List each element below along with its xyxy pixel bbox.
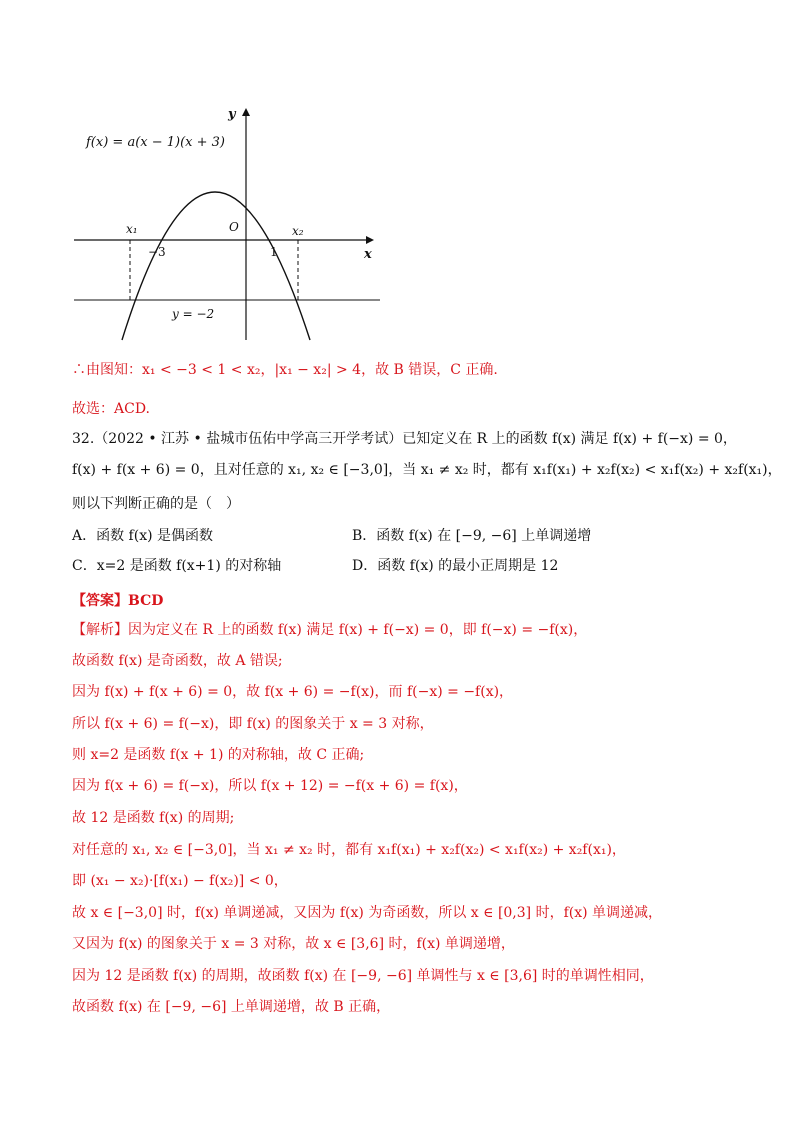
one-label: 1 (270, 245, 278, 259)
solution-line-11: 又因为 f(x) 的图象关于 x = 3 对称，故 x ∈ [3,6] 时，f(x) 单调递增， (72, 936, 515, 952)
option-d: D．函数 f(x) 的最小正周期是 12 (352, 558, 559, 574)
x-axis-label: x (364, 247, 372, 262)
solution-line-3: 因为 f(x) + f(x + 6) = 0，故 f(x + 6) = −f(x)，而 f(−x) = −f(x)， (72, 684, 514, 700)
parabola-figure (70, 104, 390, 344)
equation-label: f(x) = a(x − 1)(x + 3) (86, 135, 226, 150)
solution-line-12: 因为 12 是函数 f(x) 的周期，故函数 f(x) 在 [−9, −6] 单调性与 x ∈ [3,6] 时的单调性相同， (72, 968, 654, 984)
solution-line-8: 对任意的 x₁, x₂ ∈ [−3,0]，当 x₁ ≠ x₂ 时，都有 x₁f(x₁) + x₂f(x₂) < x₁f(x₂) + x₂f(x₁)， (72, 842, 626, 858)
solution-line-7: 故 12 是函数 f(x) 的周期; (72, 810, 235, 826)
answer-line: 【答案】BCD (72, 593, 164, 609)
question-line-3: 则以下判断正确的是（ ） (72, 496, 240, 512)
solution-line-4: 所以 f(x + 6) = f(−x)，即 f(x) 的图象关于 x = 3 对称， (72, 716, 434, 732)
minus-three-label: −3 (148, 245, 166, 259)
question-header: 32.（2022 • 江苏 • 盐城市伍佑中学高三开学考试）已知定义在 R 上的函数 f(x) 满足 f(x) + f(−x) = 0， (72, 431, 737, 447)
solution-line-10: 故 x ∈ [−3,0] 时，f(x) 单调递减，又因为 f(x) 为奇函数，所以 x ∈ [0,3] 时，f(x) 单调递减， (72, 905, 663, 921)
solution-line-2: 故函数 f(x) 是奇函数，故 A 错误; (72, 653, 283, 669)
y-line-label: y = −2 (172, 307, 215, 321)
parabola-graph (70, 104, 390, 344)
option-c: C．x=2 是函数 f(x+1) 的对称轴 (72, 558, 282, 574)
solution-line-6: 因为 f(x + 6) = f(−x)，所以 f(x + 12) = −f(x + 6) = f(x)， (72, 778, 468, 794)
choice-line: 故选：ACD. (72, 401, 150, 417)
solution-line-13: 故函数 f(x) 在 [−9, −6] 上单调递增，故 B 正确， (72, 999, 391, 1015)
x-axis-arrow (366, 236, 374, 244)
conclusion-line: ∴由图知：x₁ < −3 < 1 < x₂，|x₁ − x₂| > 4，故 B 错误，C 正确. (72, 362, 498, 378)
solution-line-5: 则 x=2 是函数 f(x + 1) 的对称轴，故 C 正确; (72, 747, 365, 763)
y-axis-label: y (228, 107, 236, 122)
parabola-curve (122, 192, 310, 340)
origin-label: O (229, 220, 239, 234)
option-b: B．函数 f(x) 在 [−9, −6] 上单调递增 (352, 528, 592, 544)
solution-line-1: 【解析】因为定义在 R 上的函数 f(x) 满足 f(x) + f(−x) = 0，即 f(−x) = −f(x)， (72, 622, 588, 638)
y-axis-arrow (242, 108, 250, 116)
option-a: A．函数 f(x) 是偶函数 (72, 528, 214, 544)
x1-label: x₁ (126, 222, 138, 236)
question-line-2: f(x) + f(x + 6) = 0，且对任意的 x₁, x₂ ∈ [−3,0]，当 x₁ ≠ x₂ 时，都有 x₁f(x₁) + x₂f(x₂) < x₁f(x₂) + x₂f(x₁)， (72, 462, 782, 478)
x2-label: x₂ (292, 224, 304, 238)
solution-line-9: 即 (x₁ − x₂)·[f(x₁) − f(x₂)] < 0， (72, 873, 288, 889)
